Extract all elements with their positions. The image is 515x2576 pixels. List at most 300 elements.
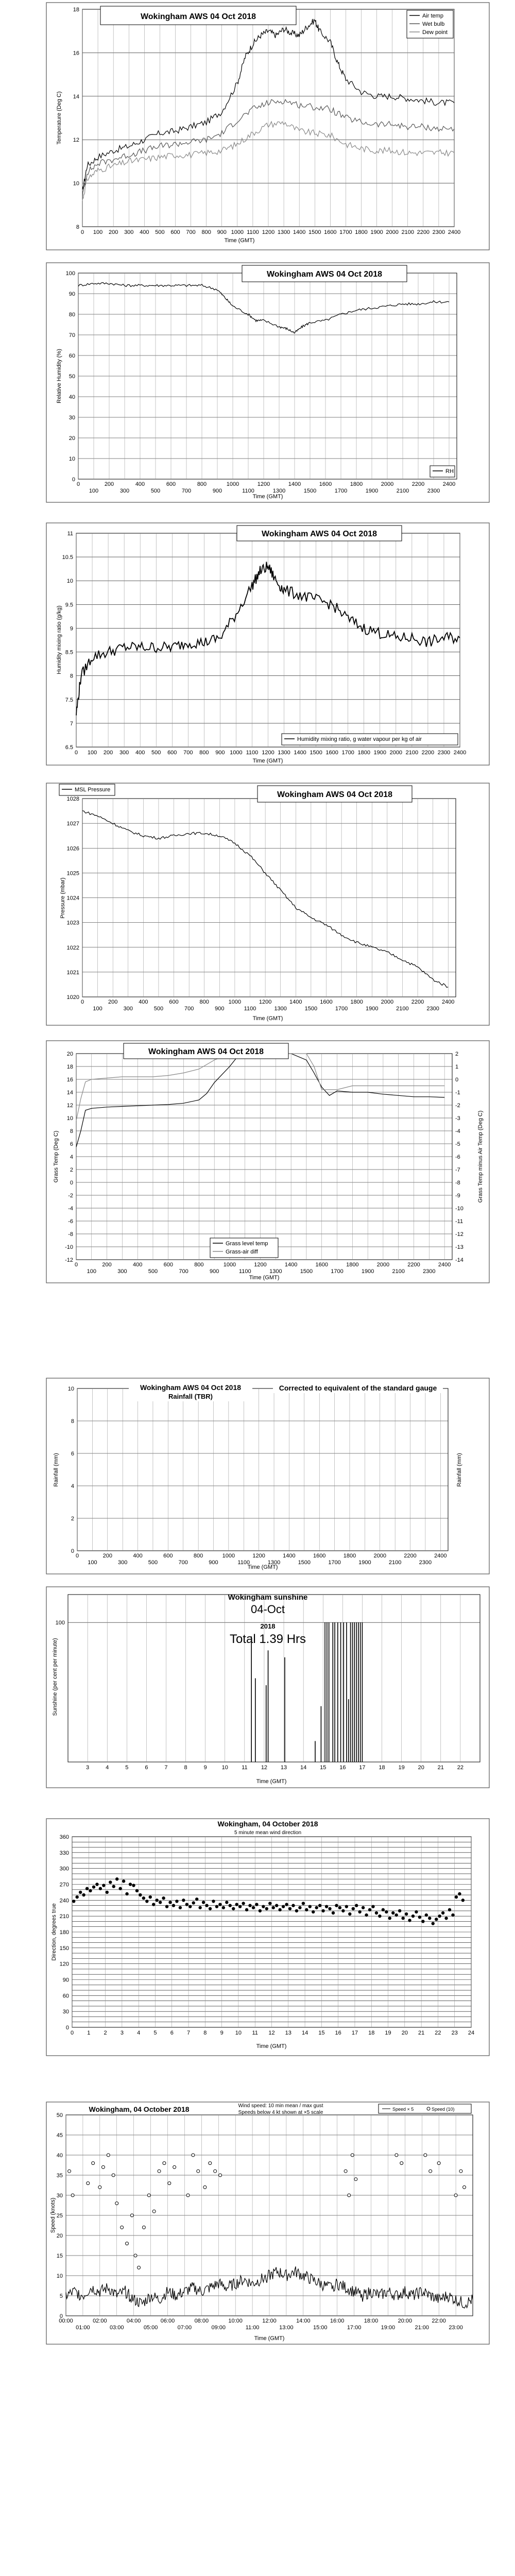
- scatter-point: [461, 1899, 465, 1902]
- scatter-point: [368, 1908, 371, 1911]
- x-tick-label: 1500: [308, 229, 321, 235]
- scatter-point: [262, 1905, 265, 1908]
- total-label: Total 1.39 Hrs: [229, 1632, 306, 1646]
- x-tick-label: 1100: [246, 750, 259, 756]
- date-label: 04-Oct: [250, 1603, 285, 1616]
- x-tick-label: 17: [359, 1765, 366, 1771]
- x-tick-label: 16: [339, 1765, 346, 1771]
- y-tick-label: 25: [56, 2213, 63, 2219]
- x-tick-label: 20: [418, 1765, 424, 1771]
- gust-point: [437, 2162, 440, 2165]
- scatter-point: [179, 1906, 182, 1909]
- x-tick-label: 24: [468, 2030, 475, 2036]
- x-tick-label: 2100: [392, 1268, 405, 1275]
- x-axis-label: Time (GMT): [252, 494, 283, 500]
- scatter-point: [385, 1910, 388, 1913]
- x-tick-label: 17: [351, 2030, 358, 2036]
- x-tick-label: 15: [318, 2030, 325, 2036]
- x-tick-label: 1000: [231, 229, 244, 235]
- y-tick-label: 16: [73, 50, 79, 57]
- x-tick-label: 2400: [453, 750, 467, 756]
- y-tick-label: 1027: [66, 821, 79, 827]
- x-tick-label: 900: [215, 750, 225, 756]
- legend: [210, 1238, 278, 1258]
- x-tick-label: 2200: [417, 229, 430, 235]
- scatter-point: [371, 1905, 374, 1908]
- y-tick-label: 0: [72, 477, 75, 483]
- chart-title: Wokingham, 04 October 2018: [217, 1820, 318, 1828]
- y2-tick-label: 2: [455, 1051, 459, 1057]
- y-tick-label: 15: [56, 2253, 63, 2259]
- scatter-point: [432, 1922, 435, 1925]
- scatter-point: [238, 1905, 242, 1908]
- x-tick-label: 2400: [434, 1553, 447, 1559]
- scatter-point: [122, 1879, 125, 1883]
- scatter-point: [282, 1905, 285, 1908]
- wind-speed-chart-svg: [0, 2099, 515, 2347]
- x-tick-label: 700: [183, 750, 193, 756]
- y-tick-label: -10: [65, 1244, 73, 1250]
- y-tick-label: 100: [55, 1620, 65, 1626]
- plot-area: [77, 1388, 448, 1551]
- gust-point: [209, 2162, 212, 2165]
- scatter-point: [332, 1911, 335, 1914]
- x-tick-label: 1700: [341, 750, 354, 756]
- gust-point: [68, 2170, 71, 2173]
- x-tick-label: 1900: [373, 750, 387, 756]
- x-tick-label: 1000: [223, 1262, 236, 1268]
- y-tick-label: 5: [59, 2293, 63, 2299]
- y-axis-label: Sunshine (per cent per minute): [52, 1638, 58, 1716]
- y-tick-label: 70: [68, 332, 75, 338]
- x-axis-label: Time (GMT): [252, 758, 283, 764]
- x-tick-label: 600: [169, 999, 179, 1005]
- x-tick-label: 2200: [411, 481, 425, 487]
- x-tick-label: 400: [133, 1262, 143, 1268]
- legend-entry: Humidity mixing ratio, g water vapour per kg of air: [297, 736, 422, 742]
- y-tick-label: 40: [56, 2153, 63, 2159]
- scatter-point: [328, 1907, 331, 1910]
- y-tick-label: 60: [68, 353, 75, 359]
- y-tick-label: 18: [66, 1064, 73, 1070]
- x-tick-label: 1700: [335, 1006, 348, 1012]
- y2-tick-label: -4: [455, 1128, 460, 1134]
- x-tick-label: 100: [89, 488, 99, 494]
- gust-point: [107, 2154, 110, 2157]
- x-tick-label: 1400: [294, 750, 306, 756]
- x-tick-label: 6: [145, 1765, 148, 1771]
- legend-entry: RH: [445, 468, 454, 474]
- x-tick-label: 800: [193, 1553, 203, 1559]
- scatter-point: [444, 1917, 448, 1920]
- scatter-point: [235, 1903, 238, 1906]
- y2-tick-label: -7: [455, 1167, 460, 1173]
- scatter-point: [109, 1880, 112, 1884]
- y2-tick-label: -2: [455, 1103, 460, 1109]
- x-tick-label: 1600: [315, 1262, 328, 1268]
- x-tick-label: 100: [87, 1268, 96, 1275]
- gust-point: [152, 2210, 156, 2213]
- x-tick-label: 07:00: [177, 2325, 192, 2331]
- x-tick-label: 13: [280, 1765, 287, 1771]
- y-tick-label: 9.5: [65, 602, 73, 608]
- x-tick-label: 200: [102, 1553, 112, 1559]
- wind-direction-chart-svg: [0, 1816, 515, 2063]
- y-axis-label: Direction, degrees true: [51, 1903, 57, 1961]
- x-tick-label: 800: [197, 481, 207, 487]
- x-tick-label: 4: [106, 1765, 109, 1771]
- scatter-point: [229, 1904, 232, 1907]
- x-tick-label: 200: [108, 229, 118, 235]
- x-tick-label: 21:00: [415, 2325, 430, 2331]
- y2-tick-label: -10: [455, 1206, 464, 1212]
- x-tick-label: 900: [209, 1560, 218, 1566]
- x-axis-label: Time (GMT): [247, 1564, 278, 1570]
- x-tick-label: 10:00: [228, 2318, 243, 2324]
- x-tick-label: 0: [76, 481, 80, 487]
- y-tick-label: 60: [62, 1993, 69, 1999]
- y-axis-label: Rainfall (mm): [53, 1453, 59, 1487]
- scatter-point: [222, 1906, 225, 1909]
- scatter-point: [82, 1893, 85, 1896]
- x-tick-label: 2300: [426, 1006, 439, 1012]
- y-tick-label: 10: [66, 1115, 73, 1122]
- x-tick-label: 1800: [343, 1553, 356, 1559]
- scatter-point: [405, 1912, 408, 1916]
- scatter-point: [291, 1904, 295, 1907]
- gust-point: [163, 2162, 166, 2165]
- scatter-point: [242, 1902, 245, 1905]
- x-tick-label: 7: [186, 2030, 191, 2036]
- scatter-point: [382, 1908, 385, 1911]
- x-tick-label: 2400: [438, 1262, 451, 1268]
- y-tick-label: 180: [59, 1929, 69, 1936]
- y-tick-label: 40: [68, 394, 75, 400]
- scatter-point: [168, 1901, 171, 1904]
- legend-entry: Grass level temp: [226, 1241, 268, 1247]
- scatter-point: [288, 1907, 291, 1910]
- scatter-point: [341, 1909, 345, 1912]
- x-tick-label: 02:00: [93, 2318, 107, 2324]
- chart-title: Wokingham AWS 04 Oct 2018: [266, 270, 383, 279]
- gust-point: [158, 2170, 161, 2173]
- scatter-point: [425, 1913, 428, 1917]
- x-tick-label: 1800: [350, 481, 363, 487]
- scatter-point: [394, 1913, 398, 1917]
- x-tick-label: 2000: [381, 481, 394, 487]
- y-tick-label: 1024: [66, 895, 79, 902]
- gust-point: [173, 2165, 176, 2168]
- x-tick-label: 14:00: [296, 2318, 311, 2324]
- x-tick-label: 12: [261, 1765, 268, 1771]
- scatter-point: [145, 1900, 148, 1903]
- x-tick-label: 14: [301, 2030, 308, 2036]
- chart-title: Wokingham AWS 04 Oct 2018: [148, 1047, 264, 1056]
- grass-temp-chart-svg: [0, 1038, 515, 1285]
- y-tick-label: 8: [76, 224, 79, 230]
- scatter-point: [418, 1916, 421, 1919]
- scatter-point: [225, 1901, 228, 1904]
- x-tick-label: 1900: [361, 1268, 374, 1275]
- x-tick-label: 1300: [269, 1268, 282, 1275]
- x-tick-label: 0: [80, 999, 84, 1005]
- y-tick-label: 330: [59, 1850, 69, 1856]
- y-tick-label: 8: [71, 1418, 74, 1425]
- scatter-point: [352, 1907, 355, 1910]
- x-tick-label: 1000: [230, 750, 243, 756]
- pressure-chart: [0, 781, 515, 1028]
- x-tick-label: 2300: [432, 229, 445, 235]
- x-tick-label: 08:00: [194, 2318, 209, 2324]
- y2-tick-label: -12: [455, 1231, 464, 1238]
- x-tick-label: 19: [385, 2030, 391, 2036]
- scatter-point: [155, 1899, 158, 1902]
- scatter-point: [139, 1893, 142, 1896]
- x-tick-label: 200: [108, 999, 118, 1005]
- scatter-point: [115, 1877, 118, 1880]
- x-tick-label: 2200: [404, 1553, 417, 1559]
- x-tick-label: 200: [104, 481, 114, 487]
- wind-speed-chart: [0, 2099, 515, 2347]
- x-tick-label: 2300: [423, 1268, 436, 1275]
- x-tick-label: 1900: [370, 229, 383, 235]
- scatter-point: [285, 1903, 288, 1906]
- x-tick-label: 1: [87, 2030, 91, 2036]
- scatter-point: [451, 1913, 454, 1917]
- x-tick-label: 500: [155, 229, 165, 235]
- x-tick-label: 16: [335, 2030, 341, 2036]
- x-tick-label: 9: [220, 2030, 224, 2036]
- y-tick-label: 210: [59, 1913, 69, 1920]
- scatter-point: [152, 1903, 155, 1906]
- scatter-point: [195, 1897, 198, 1901]
- x-tick-label: 14: [300, 1765, 307, 1771]
- y-tick-label: 12: [73, 137, 79, 144]
- y-tick-label: 6: [71, 1451, 74, 1457]
- x-tick-label: 22:00: [432, 2318, 446, 2324]
- x-tick-label: 1700: [328, 1560, 341, 1566]
- y-tick-label: 35: [56, 2173, 63, 2179]
- chart-title: Wokingham AWS 04 Oct 2018: [140, 12, 256, 21]
- y-tick-label: 120: [59, 1961, 69, 1968]
- chart-title: Wokingham, 04 October 2018: [89, 2105, 190, 2113]
- gust-point: [186, 2194, 190, 2197]
- chart-note: Speeds below 4 kt shown at ×5 scale: [238, 2110, 323, 2115]
- y-tick-label: 20: [66, 1051, 73, 1057]
- sunshine-chart-svg: [0, 1584, 515, 1790]
- x-tick-label: 100: [87, 750, 97, 756]
- scatter-point: [435, 1918, 438, 1921]
- x-tick-label: 3: [86, 1765, 90, 1771]
- x-axis-label: Time (GMT): [256, 1778, 287, 1785]
- x-tick-label: 23:00: [449, 2325, 463, 2331]
- scatter-point: [441, 1911, 444, 1914]
- x-tick-label: 0: [80, 229, 84, 235]
- x-tick-label: 900: [217, 229, 227, 235]
- x-tick-label: 500: [153, 1006, 164, 1012]
- x-tick-label: 400: [135, 750, 145, 756]
- x-tick-label: 5: [125, 1765, 129, 1771]
- x-tick-label: 5: [153, 2030, 157, 2036]
- scatter-point: [375, 1911, 378, 1914]
- y2-tick-label: 0: [455, 1077, 459, 1083]
- x-tick-label: 200: [102, 1262, 112, 1268]
- x-tick-label: 22: [435, 2030, 441, 2036]
- scatter-point: [106, 1891, 109, 1894]
- gust-point: [459, 2170, 462, 2173]
- scatter-point: [265, 1907, 268, 1910]
- chart-subtitle: 5 minute mean wind direction: [234, 1830, 302, 1836]
- x-tick-label: 2200: [411, 999, 424, 1005]
- gust-point: [429, 2170, 432, 2173]
- x-tick-label: 11:00: [245, 2325, 260, 2331]
- scatter-point: [255, 1903, 258, 1906]
- y-tick-label: 10: [68, 456, 75, 462]
- x-tick-label: 1400: [288, 481, 301, 487]
- x-tick-label: 1300: [272, 488, 286, 494]
- y2-tick-label: -13: [455, 1244, 464, 1250]
- y-tick-label: 2: [71, 1516, 74, 1522]
- scatter-point: [362, 1906, 365, 1909]
- scatter-point: [132, 1884, 135, 1887]
- scatter-point: [325, 1905, 328, 1908]
- scatter-point: [142, 1896, 145, 1900]
- x-tick-label: 0: [74, 750, 78, 756]
- x-axis-label: Time (GMT): [249, 1275, 280, 1281]
- x-tick-label: 8: [203, 2030, 207, 2036]
- scatter-point: [345, 1905, 348, 1908]
- x-tick-label: 15:00: [313, 2325, 328, 2331]
- x-tick-label: 11: [242, 1765, 248, 1771]
- sunshine-chart: [0, 1584, 515, 1790]
- y-tick-label: 90: [62, 1977, 69, 1984]
- x-tick-label: 400: [135, 481, 145, 487]
- gust-point: [219, 2174, 222, 2177]
- grass-temp-chart: [0, 1038, 515, 1285]
- x-tick-label: 04:00: [126, 2318, 141, 2324]
- legend: [407, 10, 453, 38]
- y-tick-label: 30: [62, 2009, 69, 2015]
- x-tick-label: 03:00: [109, 2325, 124, 2331]
- x-tick-label: 1500: [298, 1560, 311, 1566]
- mixing-ratio-chart-svg: [0, 520, 515, 768]
- scatter-point: [259, 1909, 262, 1912]
- x-tick-label: 2300: [427, 488, 440, 494]
- gust-point: [71, 2194, 74, 2197]
- y-tick-label: 8: [70, 1128, 73, 1134]
- x-tick-label: 16:00: [330, 2318, 345, 2324]
- x-tick-label: 2200: [407, 1262, 420, 1268]
- gust-point: [454, 2194, 457, 2197]
- x-tick-label: 1600: [324, 229, 337, 235]
- x-tick-label: 300: [124, 229, 134, 235]
- gust-point: [115, 2202, 118, 2205]
- x-tick-label: 19: [398, 1765, 405, 1771]
- x-tick-label: 13: [285, 2030, 291, 2036]
- y-tick-label: 20: [56, 2233, 63, 2239]
- mixing-ratio-chart: [0, 520, 515, 768]
- scatter-point: [112, 1885, 115, 1888]
- chart-title: Wokingham AWS 04 Oct 2018: [261, 530, 377, 538]
- x-tick-label: 1100: [237, 1560, 250, 1566]
- scatter-point: [75, 1895, 78, 1899]
- scatter-point: [268, 1902, 271, 1905]
- legend: [282, 734, 458, 745]
- y-tick-label: 4: [71, 1483, 74, 1489]
- scatter-point: [92, 1885, 95, 1888]
- scatter-point: [192, 1901, 195, 1904]
- x-tick-label: 1300: [267, 1560, 281, 1566]
- y-tick-label: 30: [56, 2193, 63, 2199]
- y-tick-label: 270: [59, 1882, 69, 1888]
- gust-point: [214, 2170, 217, 2173]
- y-tick-label: 0: [71, 1548, 74, 1554]
- gust-point: [168, 2182, 171, 2185]
- x-tick-label: 1700: [334, 488, 348, 494]
- scatter-point: [102, 1884, 105, 1887]
- x-tick-label: 1600: [313, 1553, 326, 1559]
- x-tick-label: 600: [163, 1553, 173, 1559]
- x-tick-label: 500: [150, 488, 161, 494]
- x-tick-label: 20:00: [398, 2318, 413, 2324]
- scatter-point: [275, 1904, 278, 1907]
- y-tick-label: 8.5: [65, 649, 73, 656]
- x-tick-label: 0: [74, 1262, 78, 1268]
- x-tick-label: 01:00: [76, 2325, 90, 2331]
- humidity-chart-svg: [0, 260, 515, 507]
- x-tick-label: 1700: [331, 1268, 344, 1275]
- x-tick-label: 2100: [396, 488, 409, 494]
- scatter-point: [125, 1892, 128, 1895]
- x-tick-label: 2100: [396, 1006, 409, 1012]
- gust-point: [400, 2162, 403, 2165]
- y-axis-label: Pressure (mbar): [60, 877, 66, 919]
- x-tick-label: 1600: [319, 481, 332, 487]
- y-tick-label: 8: [70, 673, 73, 680]
- x-tick-label: 2100: [405, 750, 419, 756]
- y-tick-label: -2: [68, 1193, 73, 1199]
- y2-tick-label: -3: [455, 1115, 460, 1122]
- x-tick-label: 1400: [289, 999, 302, 1005]
- x-tick-label: 600: [170, 229, 180, 235]
- gust-point: [197, 2170, 200, 2173]
- plot-area: [68, 1595, 480, 1762]
- x-tick-label: 700: [184, 1006, 194, 1012]
- scatter-point: [185, 1903, 188, 1906]
- gust-point: [101, 2165, 105, 2168]
- x-tick-label: 700: [181, 488, 192, 494]
- y-axis-label: Relative Humidity (%): [56, 349, 62, 403]
- y2-axis-label: Rainfall (mm): [456, 1453, 462, 1487]
- gust-point: [351, 2154, 354, 2157]
- x-tick-label: 1500: [304, 1006, 318, 1012]
- x-tick-label: 10: [235, 2030, 242, 2036]
- x-tick-label: 1600: [325, 750, 338, 756]
- y-tick-label: 18: [73, 7, 79, 13]
- x-tick-label: 400: [133, 1553, 143, 1559]
- y-tick-label: 50: [56, 2112, 63, 2119]
- x-tick-label: 13:00: [279, 2325, 294, 2331]
- x-tick-label: 20: [401, 2030, 408, 2036]
- scatter-point: [218, 1903, 221, 1906]
- scatter-point: [202, 1901, 205, 1904]
- x-tick-label: 1200: [254, 1262, 267, 1268]
- x-tick-label: 1500: [300, 1268, 313, 1275]
- y2-tick-label: -14: [455, 1257, 464, 1263]
- legend-entry: Speed (10): [432, 2107, 455, 2112]
- y-tick-label: 12: [66, 1103, 73, 1109]
- x-tick-label: 7: [164, 1765, 168, 1771]
